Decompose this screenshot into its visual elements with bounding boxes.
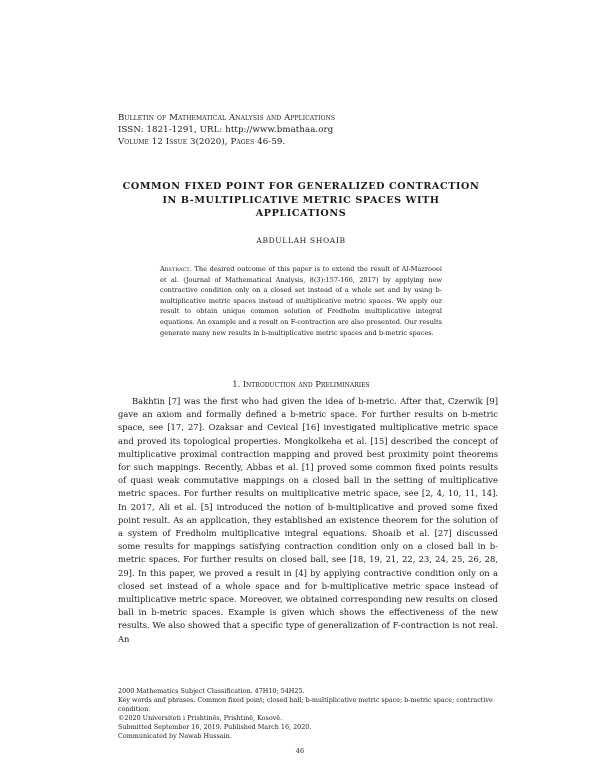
section-heading-text: 1. Introduction and Preliminaries [232, 379, 370, 389]
title-line-3: APPLICATIONS [255, 208, 347, 219]
body-paragraph: Bakhtin [7] was the first who had given the idea of b-metric. After that, Czerwik [9] gave an axiom and formally defined a b-metric space. For further results on b-metric space, see [17, 27]. Ozaksar and Cevical [16] investigated multiplicative metric space and proved its topological properties. Mongkolkeha et al. [15] described the concept of multiplicative proximal contraction mapping and proved best proximity point theorems for such mappings. Recently, Abbas et al. [1] proved some common fixed points results of quasi weak commutative mappings on a closed ball in the setting of multiplicative metric spaces. For further results on multiplicative metric space, see [2, 4, 10, 11, 14]. In 2017, Ali et al. [5] introduced the notion of b-multiplicative and proved some fixed point result. As an application, they established an existence theorem for the solution of a system of Fredholm multiplicative integral equations. Shoaib et al. [27] discussed some results for mappings satisfying contraction condition only on a closed ball in b-metric spaces. For further results on closed ball, see [18, 19, 21, 22, 23, 24, 25, 26, 28, 29]. In this paper, we proved a result in [4] by applying contractive condition only on a closed set instead of a whole space and for b-multiplicative metric space instead of multiplicative metric space. Moreover, we obtained corresponding new results on closed ball in b-metric spaces. Example is given which shows the effectiveness of the new results. We also showed that a specific type of generalization of F-contraction is not real. An [118, 396, 498, 644]
author-name: ABDULLAH SHOAIB [256, 236, 346, 245]
footnote-communicated: Communicated by Nawab Hussain. [118, 732, 232, 740]
journal-header [118, 112, 498, 148]
abstract-label: Abstract. [160, 265, 192, 273]
abstract [160, 264, 442, 338]
journal-issn-url: ISSN: 1821-1291, URL: http://www.bmathaa.org [118, 125, 334, 135]
footnote-msc: 2000 Mathematics Subject Classification. 47H10; 54H25. [118, 687, 305, 695]
body-text [118, 395, 498, 646]
title-line-1: COMMON FIXED POINT FOR GENERALIZED CONTRACTION [122, 181, 480, 192]
section-heading [110, 379, 492, 389]
paper-title [110, 180, 492, 221]
title-line-2: IN B-MULTIPLICATIVE METRIC SPACES WITH [162, 194, 440, 206]
journal-name: Bulletin of Mathematical Analysis and Applications [118, 113, 336, 123]
footnote-copyright: ©2020 Universiteti i Prishtinës, Prishtinë, Kosovë. [118, 714, 283, 722]
footnotes [118, 687, 498, 741]
abstract-text: The desired outcome of this paper is to extend the result of Al-Mazrooei et al. (Journal of Mathematical Analysis, 8(3):157-166, 2017) by applying new contractive condition only on a closed set instead of a whole set and by using b-multiplicative metric spaces instead of multiplicative metric spaces. We apply our result to obtain unique common solution of Fredholm multiplicative integral equations. An example and a result on F-contraction are also presented. Our results generate many new results in b-multiplicative metric spaces and b-metric spaces. [160, 265, 442, 337]
page-number: 46 [295, 747, 305, 755]
journal-volume-pages: Volume 12 Issue 3(2020), Pages 46-59. [118, 137, 286, 147]
footnote-dates: Submitted September 16, 2019. Published March 16, 2020. [118, 723, 312, 731]
footnote-keywords: Key words and phrases. Common fixed point; closed ball; b-multiplicative metric space; b-metric space; contractive condition. [118, 696, 493, 713]
